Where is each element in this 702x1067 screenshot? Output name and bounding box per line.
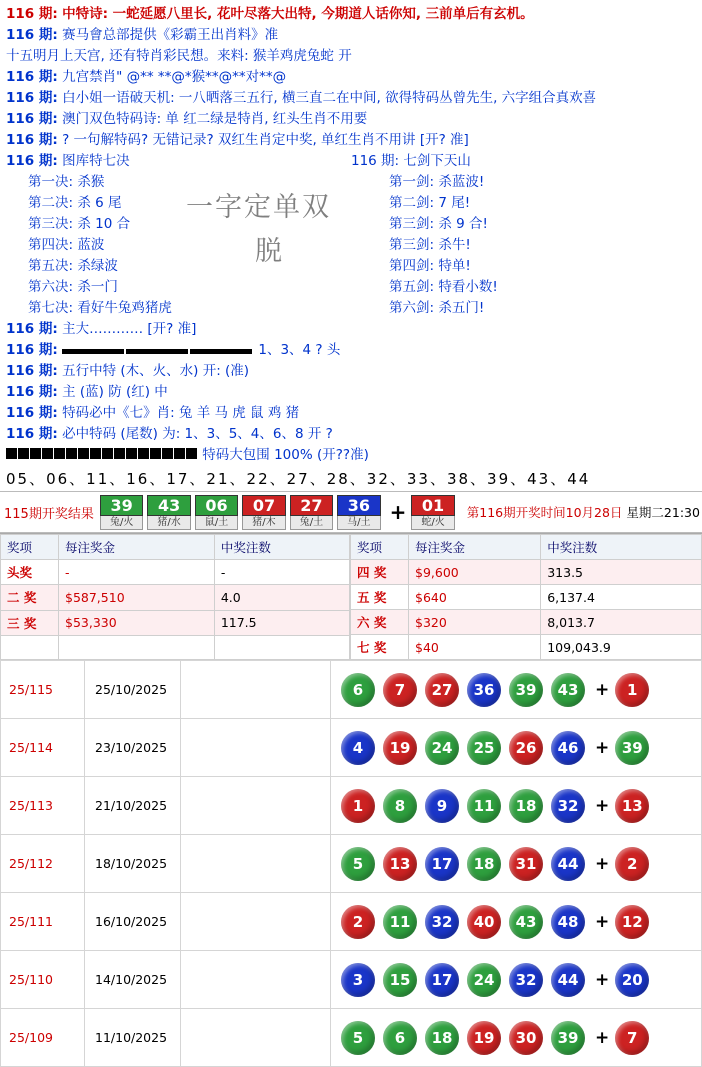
prize-name: 六 奖 xyxy=(351,610,409,635)
mid-line xyxy=(6,382,696,403)
mid-line xyxy=(6,319,696,340)
prize-amount: $320 xyxy=(409,610,541,635)
plus-sign: + xyxy=(595,1027,610,1048)
history-date: 23/10/2025 xyxy=(85,719,181,777)
prize-name: 头奖 xyxy=(1,560,59,585)
draw-ball xyxy=(337,495,380,530)
mid-label: 116 期: xyxy=(6,405,58,421)
history-date: 21/10/2025 xyxy=(85,777,181,835)
history-period: 25/109 xyxy=(1,1009,85,1067)
history-ball: 19 xyxy=(467,1021,501,1055)
history-date: 11/10/2025 xyxy=(85,1009,181,1067)
mid-body: 五行中特 (木、火、水) 开: (准) xyxy=(62,363,250,379)
forecast-line xyxy=(6,67,696,88)
left-item: 第三决: 杀 10 合 xyxy=(28,216,131,232)
mid-body: 必中特码 (尾数) 为: 1、3、5、4、6、8 开 ? xyxy=(62,426,333,442)
col-prize: 奖项 xyxy=(1,535,59,560)
table-row xyxy=(351,560,702,585)
history-ball: 13 xyxy=(383,847,417,881)
table-row[interactable] xyxy=(1,835,702,893)
draw-ball-number: 43 xyxy=(147,495,190,516)
watermark-line1: 一字定单双 xyxy=(186,192,331,223)
history-date: 16/10/2025 xyxy=(85,893,181,951)
history-ball: 31 xyxy=(509,847,543,881)
history-blank-cell xyxy=(181,777,331,835)
plus-sign: + xyxy=(595,853,610,874)
right-item: 第五剑: 特看小数! xyxy=(389,279,498,295)
mid-body: 主大………… [开? 准] xyxy=(62,321,197,337)
history-balls-cell xyxy=(331,777,702,835)
draw-meta xyxy=(467,503,700,521)
table-row[interactable] xyxy=(1,777,702,835)
right-title: 116 期: 七剑下天山 xyxy=(351,153,471,169)
history-ball: 11 xyxy=(467,789,501,823)
history-period: 25/112 xyxy=(1,835,85,893)
mid-label: 116 期: xyxy=(6,321,58,337)
table-row-spacer xyxy=(1,635,350,659)
history-balls-cell xyxy=(331,1009,702,1067)
mid-label: 116 期: xyxy=(6,384,58,400)
censor-bars xyxy=(62,340,254,361)
prize-amount: - xyxy=(59,560,215,585)
draw-date-text: 第116期开奖时间10月28日 xyxy=(466,505,623,520)
history-ball: 43 xyxy=(509,905,543,939)
history-ball: 1 xyxy=(341,789,375,823)
draw-ball-zodiac: 鼠/土 xyxy=(195,516,238,530)
history-balls xyxy=(341,731,701,765)
draw-ball xyxy=(147,495,190,530)
left-item: 第二决: 杀 6 尾 xyxy=(28,195,122,211)
history-balls xyxy=(341,963,701,997)
history-ball: 39 xyxy=(551,1021,585,1055)
history-ball: 24 xyxy=(425,731,459,765)
history-special-ball: 1 xyxy=(615,673,649,707)
history-period: 25/113 xyxy=(1,777,85,835)
draw-weekday-time: 星期二21:30 xyxy=(626,505,700,520)
right-item: 第三剑: 杀 9 合! xyxy=(389,216,488,232)
history-ball: 26 xyxy=(509,731,543,765)
table-row xyxy=(351,635,702,660)
history-ball: 5 xyxy=(341,847,375,881)
history-ball: 9 xyxy=(425,789,459,823)
history-special-ball: 2 xyxy=(615,847,649,881)
mid-body: 主 (蓝) 防 (红) 中 xyxy=(62,384,168,400)
history-balls xyxy=(341,789,701,823)
draw-ball-number: 39 xyxy=(100,495,143,516)
history-period: 25/114 xyxy=(1,719,85,777)
prize-winners: 6,137.4 xyxy=(541,585,702,610)
mid-line xyxy=(6,361,696,382)
plus-sign: + xyxy=(389,500,407,524)
history-ball: 11 xyxy=(383,905,417,939)
right-item: 第一剑: 杀蓝波! xyxy=(389,174,485,190)
history-ball: 18 xyxy=(425,1021,459,1055)
left-item: 第六决: 杀一门 xyxy=(28,279,118,295)
prize-amount: $9,600 xyxy=(409,560,541,585)
history-ball: 40 xyxy=(467,905,501,939)
history-balls-cell xyxy=(331,661,702,719)
history-balls xyxy=(341,847,701,881)
forecast-body: 白小姐一语破天机: 一八晒落三五行, 横三直二在中间, 欲得特码丛曾先生, 六字组合真欢喜 xyxy=(62,90,597,106)
right-item: 第三剑: 杀牛! xyxy=(389,237,471,253)
draw-ball xyxy=(100,495,143,530)
spacer-cell xyxy=(1,635,59,659)
history-special-ball: 39 xyxy=(615,731,649,765)
spacer-cell xyxy=(214,635,349,659)
history-ball: 6 xyxy=(383,1021,417,1055)
history-ball: 46 xyxy=(551,731,585,765)
history-period: 25/110 xyxy=(1,951,85,1009)
left-item: 第一决: 杀猴 xyxy=(28,174,105,190)
left-title-label: 116 期: xyxy=(6,153,58,169)
table-row[interactable] xyxy=(1,951,702,1009)
history-ball: 7 xyxy=(383,673,417,707)
forecast-body: 十五明月上天宫, 还有特肖彩民想。来料: 猴羊鸡虎兔蛇 开 xyxy=(6,48,352,64)
history-balls-cell xyxy=(331,835,702,893)
history-ball: 43 xyxy=(551,673,585,707)
mosaic-block xyxy=(6,445,198,466)
table-row xyxy=(1,610,350,635)
recommended-numbers: 05、06、11、16、17、21、22、27、28、32、33、38、39、43、44 xyxy=(6,470,591,488)
forecast-label: 116 期: xyxy=(6,90,58,106)
plus-sign: + xyxy=(595,737,610,758)
draw-ball xyxy=(195,495,238,530)
forecast-label: 116 期: xyxy=(6,69,58,85)
mid-line xyxy=(6,403,696,424)
draw-ball-number: 07 xyxy=(242,495,285,516)
history-blank-cell xyxy=(181,661,331,719)
forecast-body: 中特诗: 一蛇延愿八里长, 花叶尽落大出特, 今期道人话你知, 三前单后有玄机。 xyxy=(62,6,534,22)
history-date: 14/10/2025 xyxy=(85,951,181,1009)
prize-winners: 313.5 xyxy=(541,560,702,585)
latest-draw-strip xyxy=(0,491,702,533)
draw-ball-number: 06 xyxy=(195,495,238,516)
draw-special-zodiac: 蛇/火 xyxy=(411,516,454,530)
table-row[interactable] xyxy=(1,1009,702,1067)
history-special-ball: 20 xyxy=(615,963,649,997)
prize-winners: 109,043.9 xyxy=(541,635,702,660)
history-period: 25/115 xyxy=(1,661,85,719)
left-item: 第四决: 蓝波 xyxy=(28,237,105,253)
prize-winners: - xyxy=(214,560,349,585)
table-row xyxy=(1,585,350,610)
draw-special-ball xyxy=(411,495,454,530)
forecast-body: 九宫禁肖" @** **@*猴**@**对**@ xyxy=(62,69,287,85)
plus-sign: + xyxy=(595,679,610,700)
forecast-text-block xyxy=(0,0,702,466)
mid-line xyxy=(6,445,696,466)
prize-name: 七 奖 xyxy=(351,635,409,660)
seven-secrets-left xyxy=(6,151,351,319)
draw-ball-zodiac: 兔/火 xyxy=(100,516,143,530)
mid-label: 116 期: xyxy=(6,342,58,358)
prize-name: 五 奖 xyxy=(351,585,409,610)
history-blank-cell xyxy=(181,951,331,1009)
table-row[interactable] xyxy=(1,719,702,777)
history-balls-cell xyxy=(331,951,702,1009)
col-winners: 中奖注数 xyxy=(541,535,702,560)
mid-body: 1、3、4 ? 头 xyxy=(258,342,341,358)
history-ball: 32 xyxy=(509,963,543,997)
right-item: 第六剑: 杀五门! xyxy=(389,300,485,316)
history-ball: 48 xyxy=(551,905,585,939)
history-ball: 8 xyxy=(383,789,417,823)
history-special-ball: 13 xyxy=(615,789,649,823)
mid-label: 116 期: xyxy=(6,363,58,379)
table-row xyxy=(351,585,702,610)
history-ball: 18 xyxy=(509,789,543,823)
prize-table-left xyxy=(0,534,350,660)
history-ball: 17 xyxy=(425,963,459,997)
history-balls-cell xyxy=(331,719,702,777)
col-amount: 每注奖金 xyxy=(409,535,541,560)
history-ball: 44 xyxy=(551,963,585,997)
history-special-ball: 12 xyxy=(615,905,649,939)
mid-body: 特码大包围 100% (开??准) xyxy=(202,447,369,463)
history-balls-cell xyxy=(331,893,702,951)
table-header-row xyxy=(351,535,702,560)
table-row xyxy=(351,610,702,635)
draw-history-table xyxy=(0,660,702,1067)
history-blank-cell xyxy=(181,719,331,777)
prize-name: 四 奖 xyxy=(351,560,409,585)
history-ball: 4 xyxy=(341,731,375,765)
history-ball: 25 xyxy=(467,731,501,765)
draw-ball-number: 36 xyxy=(337,495,380,516)
draw-ball xyxy=(290,495,333,530)
history-ball: 32 xyxy=(551,789,585,823)
mid-line xyxy=(6,340,696,361)
draw-ball xyxy=(242,495,285,530)
history-ball: 44 xyxy=(551,847,585,881)
col-amount: 每注奖金 xyxy=(59,535,215,560)
draw-ball-zodiac: 猪/木 xyxy=(242,516,285,530)
watermark-line2: 脱 xyxy=(255,236,284,267)
history-date: 25/10/2025 xyxy=(85,661,181,719)
mid-line xyxy=(6,424,696,445)
history-ball: 2 xyxy=(341,905,375,939)
history-ball: 36 xyxy=(467,673,501,707)
history-ball: 17 xyxy=(425,847,459,881)
history-ball: 24 xyxy=(467,963,501,997)
forecast-body: ? 一句解特码? 无错记录? 双红生肖定中奖, 单红生肖不用讲 [开? 准] xyxy=(62,132,469,148)
history-ball: 32 xyxy=(425,905,459,939)
prize-amount: $587,510 xyxy=(59,585,215,610)
left-item: 第五决: 杀绿波 xyxy=(28,258,118,274)
left-item: 第七决: 看好牛兔鸡猪虎 xyxy=(28,300,172,316)
col-prize: 奖项 xyxy=(351,535,409,560)
prize-winners: 117.5 xyxy=(214,610,349,635)
left-title: 图库特七决 xyxy=(62,153,130,169)
history-ball: 27 xyxy=(425,673,459,707)
plus-sign: + xyxy=(595,911,610,932)
history-ball: 18 xyxy=(467,847,501,881)
forecast-line xyxy=(6,4,696,25)
forecast-body: 赛马會总部提供《彩霸王出肖料》准 xyxy=(62,27,279,43)
draw-ball-zodiac: 猪/水 xyxy=(147,516,190,530)
history-ball: 6 xyxy=(341,673,375,707)
draw-result-label: 115期开奖结果 xyxy=(4,506,94,522)
seven-secrets-section xyxy=(6,151,696,319)
draw-ball-zodiac: 马/土 xyxy=(337,516,380,530)
prize-amount: $53,330 xyxy=(59,610,215,635)
mid-body: 特码必中《七》肖: 兔 羊 马 虎 鼠 鸡 猪 xyxy=(62,405,300,421)
draw-ball-zodiac: 兔/土 xyxy=(290,516,333,530)
right-item: 第四剑: 特单! xyxy=(389,258,471,274)
forecast-label: 116 期: xyxy=(6,111,58,127)
forecast-line xyxy=(6,109,696,130)
history-ball: 15 xyxy=(383,963,417,997)
plus-sign: + xyxy=(595,969,610,990)
history-ball: 19 xyxy=(383,731,417,765)
forecast-line xyxy=(6,25,696,46)
history-special-ball: 7 xyxy=(615,1021,649,1055)
history-balls xyxy=(341,1021,701,1055)
history-blank-cell xyxy=(181,1009,331,1067)
forecast-label: 116 期: xyxy=(6,132,58,148)
history-ball: 39 xyxy=(509,673,543,707)
right-item: 第二剑: 7 尾! xyxy=(389,195,471,211)
table-header-row xyxy=(1,535,350,560)
history-ball: 5 xyxy=(341,1021,375,1055)
prize-winners: 4.0 xyxy=(214,585,349,610)
forecast-line xyxy=(6,88,696,109)
spacer-cell xyxy=(59,635,215,659)
plus-sign: + xyxy=(595,795,610,816)
table-row[interactable] xyxy=(1,661,702,719)
seven-secrets-right xyxy=(351,151,696,319)
history-period: 25/111 xyxy=(1,893,85,951)
history-blank-cell xyxy=(181,893,331,951)
history-blank-cell xyxy=(181,835,331,893)
forecast-label: 116 期: xyxy=(6,6,58,22)
prize-table-right xyxy=(350,534,702,660)
prize-name: 三 奖 xyxy=(1,610,59,635)
prize-amount: $640 xyxy=(409,585,541,610)
forecast-label: 116 期: xyxy=(6,27,58,43)
draw-special-number: 01 xyxy=(411,495,454,516)
forecast-line xyxy=(6,46,696,67)
left-title-row xyxy=(6,151,351,172)
table-row xyxy=(1,560,350,585)
prize-tables xyxy=(0,533,702,660)
history-ball: 3 xyxy=(341,963,375,997)
prize-name: 二 奖 xyxy=(1,585,59,610)
history-ball: 30 xyxy=(509,1021,543,1055)
prize-winners: 8,013.7 xyxy=(541,610,702,635)
col-winners: 中奖注数 xyxy=(214,535,349,560)
history-balls xyxy=(341,673,701,707)
history-date: 18/10/2025 xyxy=(85,835,181,893)
draw-ball-number: 27 xyxy=(290,495,333,516)
history-balls xyxy=(341,905,701,939)
table-row[interactable] xyxy=(1,893,702,951)
mid-label: 116 期: xyxy=(6,426,58,442)
forecast-line xyxy=(6,130,696,151)
forecast-body: 澳门双色特码诗: 单 红二绿是特肖, 红头生肖不用要 xyxy=(62,111,368,127)
prize-amount: $40 xyxy=(409,635,541,660)
